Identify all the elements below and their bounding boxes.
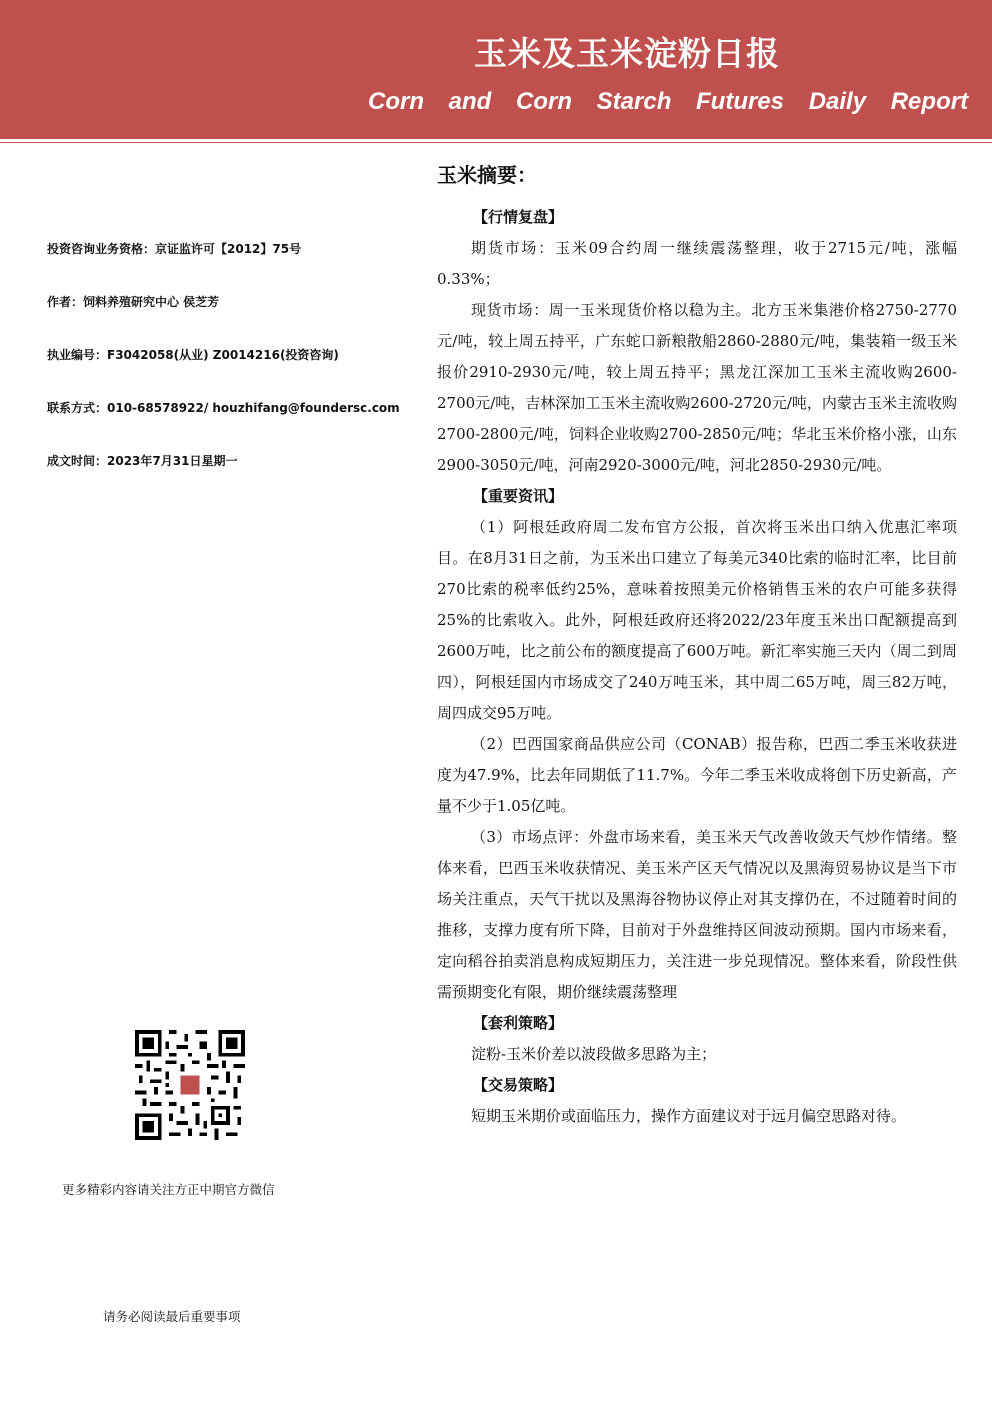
qr-caption: 更多精彩内容请关注方正中期官方微信 — [62, 1182, 275, 1197]
trading-paragraph: 短期玉米期价或面临压力，操作方面建议对于远月偏空思路对待。 — [471, 1107, 907, 1125]
sidebar-meta — [47, 240, 427, 505]
header-banner — [0, 0, 992, 139]
section-arbitrage-heading: 【套利策略】 — [473, 1014, 564, 1032]
wechat-qr-icon — [135, 1030, 245, 1140]
section-trading-heading: 【交易策略】 — [473, 1076, 564, 1094]
qualification-line: 投资咨询业务资格：京证监许可【2012】75号 — [47, 242, 302, 256]
futures-market-paragraph: 期货市场：玉米09合约周一继续震荡整理，收于2715元/吨，涨幅0.33%； — [437, 239, 957, 288]
section-news-heading: 【重要资讯】 — [473, 487, 564, 505]
author-line: 作者：饲料养殖研究中心 侯芝芳 — [47, 295, 220, 309]
section-market-review-heading: 【行情复盘】 — [473, 208, 564, 226]
news-item-argentina: （1）阿根廷政府周二发布官方公报，首次将玉米出口纳入优惠汇率项目。在8月31日之前，为玉米出口建立了每美元340比索的临时汇率，比目前270比索的税率低约25%，意味着按照美元价格销售玉米的农户可能多获得25%的比索收入。此外，阿根廷政府还将2022/23年度玉米出口配额提高到2600万吨，比之前公布的额度提高了600万吨。新汇率实施三天内（周二到周四），阿根廷国内市场成交了240万吨玉米，其中周二65万吨，周三82万吨，周四成交95万吨。 — [437, 518, 957, 722]
license-line: 执业编号：F3042058(从业) Z0014216(投资咨询) — [47, 348, 339, 362]
contact-line[interactable]: 联系方式：010-68578922/ houzhifang@foundersc.com — [47, 401, 400, 415]
footer-note: 请务必阅读最后重要事项 — [103, 1309, 241, 1324]
header-divider — [0, 142, 992, 143]
date-line: 成文时间：2023年7月31日星期一 — [47, 454, 238, 468]
arbitrage-paragraph: 淀粉-玉米价差以波段做多思路为主； — [471, 1045, 717, 1063]
summary-title: 玉米摘要： — [437, 163, 537, 187]
summary-content — [437, 160, 957, 1132]
news-item-commentary: （3）市场点评：外盘市场来看，美玉米天气改善收敛天气炒作情绪。整体来看，巴西玉米收获情况、美玉米产区天气情况以及黑海贸易协议是当下市场关注重点，天气干扰以及黑海谷物协议停止对其支撑仍在，不过随着时间的推移，支撑力度有所下降，目前对于外盘维持区间波动预期。国内市场来看，定向稻谷拍卖消息构成短期压力，关注进一步兑现情况。整体来看，阶段性供需预期变化有限，期价继续震荡整理 — [437, 828, 957, 1001]
report-title-cn: 玉米及玉米淀粉日报 — [474, 34, 780, 73]
spot-market-paragraph: 现货市场：周一玉米现货价格以稳为主。北方玉米集港价格2750-2770元/吨，较上周五持平，广东蛇口新粮散船2860-2880元/吨，集装箱一级玉米报价2910-2930元/吨，较上周五持平；黑龙江深加工玉米主流收购2600-2700元/吨，吉林深加工玉米主流收购2600-2720元/吨，内蒙古玉米主流收购2700-2800元/吨，饲料企业收购2700-2850元/吨；华北玉米价格小涨，山东2900-3050元/吨，河南2920-3000元/吨，河北2850-2930元/吨。 — [437, 301, 957, 474]
news-item-brazil: （2）巴西国家商品供应公司（CONAB）报告称，巴西二季玉米收获进度为47.9%，比去年同期低了11.7%。今年二季玉米收成将创下历史新高，产量不少于1.05亿吨。 — [437, 735, 957, 815]
report-title-en: Corn and Corn Starch Futures Daily Report — [368, 88, 969, 115]
